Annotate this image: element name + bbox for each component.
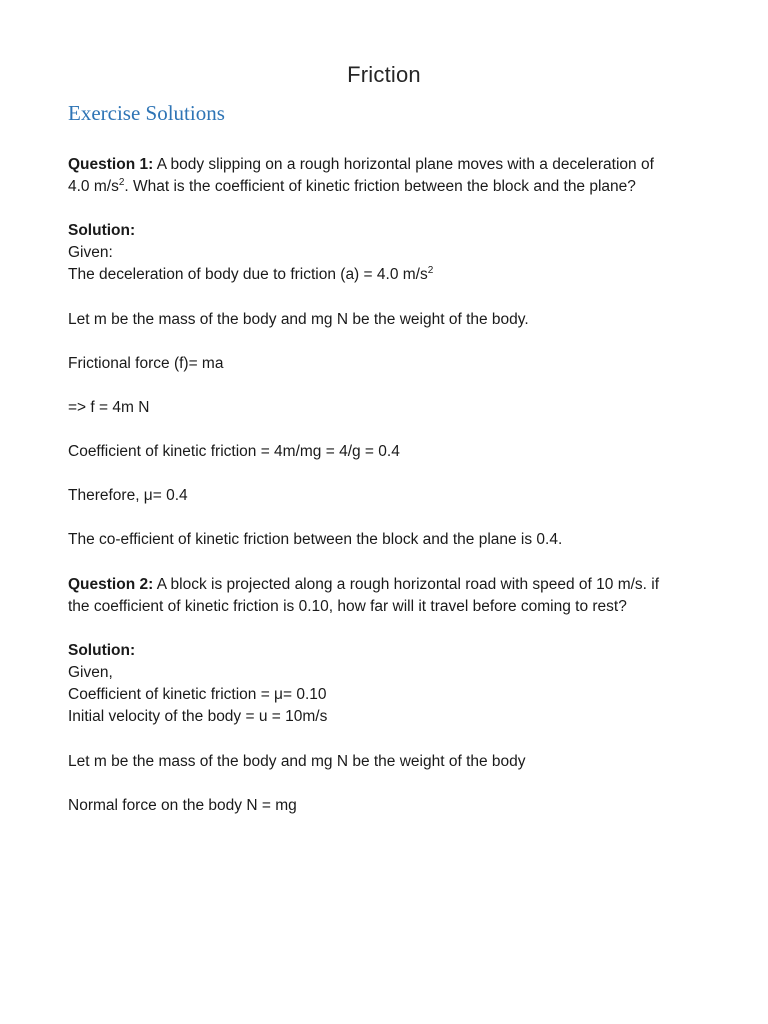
question-2-text: A block is projected along a rough horizontal road with speed of 10 m/s. if: [153, 576, 660, 593]
deceleration-text: The deceleration of body due to friction (a) = 4.0 m/s: [68, 266, 428, 283]
solution-1-deceleration: [68, 265, 433, 285]
question-1-text-cont: . What is the coefficient of kinetic friction between the block and the plane?: [124, 178, 636, 195]
solution-1-frictional-force: Frictional force (f)= ma: [68, 355, 224, 372]
solution-1-label: Solution:: [68, 222, 136, 239]
section-heading: Exercise Solutions: [68, 101, 225, 125]
solution-1-therefore: Therefore, μ= 0.4: [68, 487, 188, 504]
question-1-line-1: [68, 155, 654, 175]
page-title: Friction: [347, 62, 421, 87]
solution-2-coefficient: Coefficient of kinetic friction = μ= 0.10: [68, 686, 327, 703]
solution-2-velocity: Initial velocity of the body = u = 10m/s: [68, 708, 328, 725]
superscript: 2: [427, 264, 434, 276]
solution-1-conclusion: The co-efficient of kinetic friction between the block and the plane is 0.4.: [68, 531, 563, 548]
solution-2-given: Given,: [68, 664, 113, 681]
solution-2-mass-statement: Let m be the mass of the body and mg N be the weight of the body: [68, 753, 526, 770]
solution-1-f-value: => f = 4m N: [68, 399, 150, 416]
question-2-label: Question 2:: [68, 576, 154, 593]
question-2-line-1: [68, 575, 659, 595]
question-2-line-2: the coefficient of kinetic friction is 0.10, how far will it travel before coming to rest?: [68, 598, 627, 615]
solution-1-given: Given:: [68, 244, 113, 261]
solution-2-label: Solution:: [68, 642, 136, 659]
question-1-text: A body slipping on a rough horizontal plane moves with a deceleration of: [153, 156, 654, 173]
superscript: 2: [118, 176, 125, 188]
solution-1-coefficient-calc: Coefficient of kinetic friction = 4m/mg = 4/g = 0.4: [68, 443, 400, 460]
question-1-label: Question 1:: [68, 156, 154, 173]
solution-1-mass-statement: Let m be the mass of the body and mg N be the weight of the body.: [68, 311, 529, 328]
question-1-line-2: [68, 177, 636, 197]
solution-2-normal-force: Normal force on the body N = mg: [68, 797, 297, 814]
question-1-text-unit: 4.0 m/s: [68, 178, 119, 195]
